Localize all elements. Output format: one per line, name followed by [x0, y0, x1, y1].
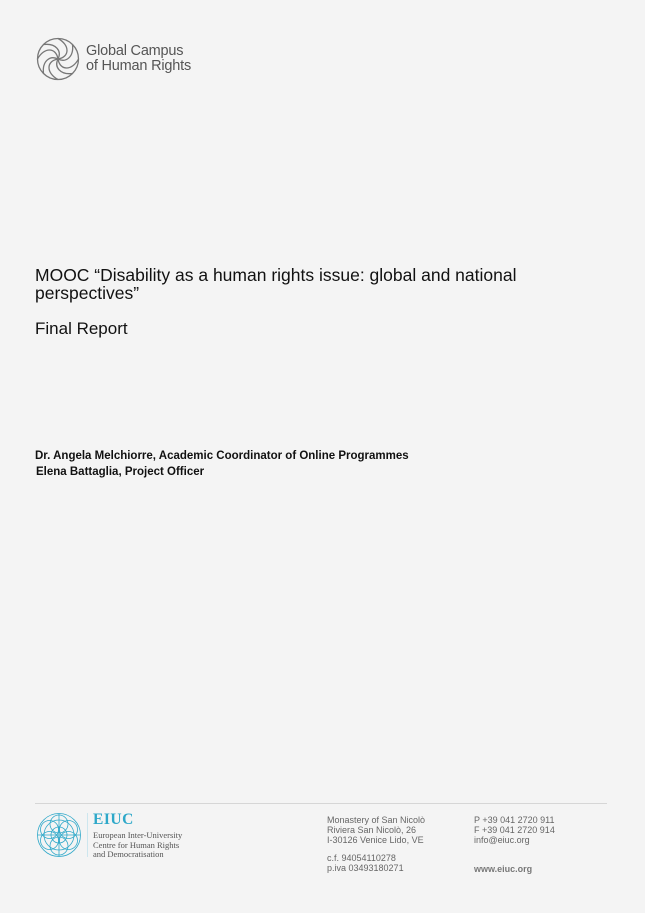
eiuc-text [93, 812, 182, 860]
global-campus-logo [36, 37, 191, 81]
geodesic-sphere-icon [36, 812, 82, 858]
org-name-line-2: Centre for Human Rights [93, 839, 180, 850]
document-subtitle: Final Report [35, 319, 128, 338]
org-full-name [93, 831, 182, 860]
org-name-line-3: and Democratisation [93, 849, 164, 859]
phone: P +39 041 2720 911 [474, 815, 555, 825]
swirl-icon [36, 37, 80, 81]
address-line-3: I-30126 Venice Lido, VE [327, 835, 424, 845]
address-line-2: Riviera San Nicolò, 26 [327, 825, 417, 835]
author-1: Dr. Angela Melchiorre, Academic Coordinator of Online Programmes [35, 450, 409, 462]
logo-line-2: of Human Rights [86, 58, 191, 74]
website-link[interactable]: www.eiuc.org [474, 864, 533, 874]
org-abbreviation: EIUC [93, 811, 134, 828]
author-2: Elena Battaglia, Project Officer [36, 466, 205, 478]
footer-divider [35, 803, 607, 804]
fax: F +39 041 2720 914 [474, 825, 555, 835]
footer-address [327, 815, 425, 873]
eiuc-logo [36, 812, 182, 860]
logo-line-1: Global Campus [86, 43, 184, 59]
logo-separator [87, 813, 88, 857]
tax-code: c.f. 94054110278 [327, 853, 396, 863]
footer-contact [474, 815, 555, 845]
email-link[interactable]: info@eiuc.org [474, 835, 530, 845]
org-name-line-1: European Inter-University [93, 830, 183, 840]
address-line-1: Monastery of San Nicolò [327, 815, 426, 825]
logo-text [86, 44, 191, 74]
document-title: MOOC “Disability as a human rights issue: global and national perspectives” [35, 265, 517, 303]
vat-number: p.iva 03493180271 [327, 863, 404, 873]
